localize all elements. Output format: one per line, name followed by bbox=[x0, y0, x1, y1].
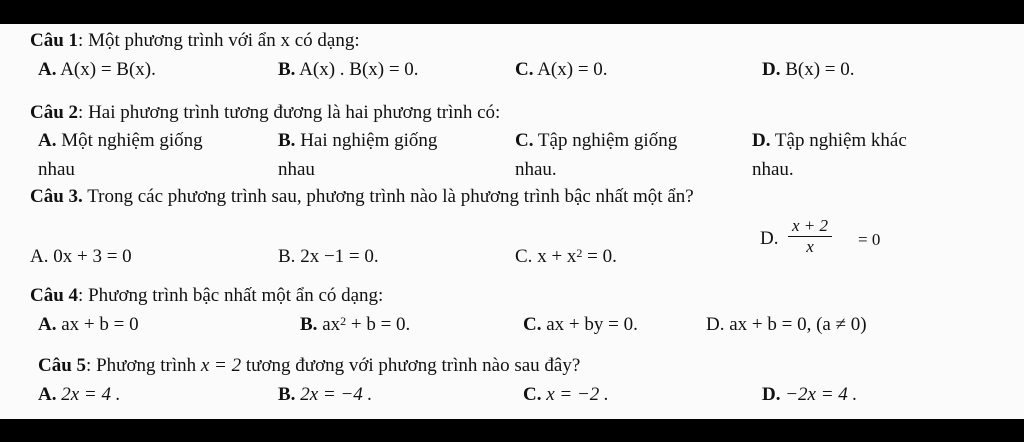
option-text: Hai nghiệm giống bbox=[300, 130, 438, 151]
q3-option-b bbox=[278, 246, 379, 268]
option-text-tail: + b = 0. bbox=[346, 314, 411, 335]
option-text: ax + b = 0, (a ≠ 0) bbox=[729, 314, 867, 335]
question-2-text: : Hai phương trình tương đương là hai phương trình có: bbox=[78, 102, 501, 123]
question-5-text-tail: tương đương với phương trình nào sau đây? bbox=[241, 355, 581, 376]
option-letter: D. bbox=[762, 59, 781, 80]
option-text: Tập nghiệm khác bbox=[774, 130, 907, 151]
question-4 bbox=[30, 285, 383, 307]
question-5-text: : Phương trình bbox=[86, 355, 201, 376]
q2-option-c bbox=[515, 130, 677, 152]
q4-option-a bbox=[38, 314, 139, 336]
question-3 bbox=[30, 186, 694, 208]
q1-option-b bbox=[278, 59, 419, 81]
option-text: ax + by = 0. bbox=[546, 314, 638, 335]
option-letter: A. bbox=[30, 246, 49, 267]
exponent: 2 bbox=[340, 314, 347, 328]
option-letter: B. bbox=[278, 384, 296, 405]
q3-option-c bbox=[515, 246, 617, 268]
question-3-label: Câu 3. bbox=[30, 186, 83, 207]
option-text: −2x = 4 . bbox=[785, 384, 858, 405]
option-letter: C. bbox=[515, 246, 533, 267]
question-3-text: Trong các phương trình sau, phương trình nào là phương trình bậc nhất một ẩn? bbox=[87, 186, 694, 207]
question-5 bbox=[38, 355, 580, 377]
option-letter: B. bbox=[278, 59, 296, 80]
q4-option-b bbox=[300, 314, 410, 336]
option-letter: B. bbox=[278, 130, 296, 151]
q5-option-d bbox=[762, 384, 857, 406]
q2-option-c-cont: nhau. bbox=[515, 159, 557, 180]
q2-option-b-cont: nhau bbox=[278, 159, 315, 180]
option-letter: C. bbox=[523, 384, 542, 405]
question-4-label: Câu 4 bbox=[30, 285, 79, 306]
q1-option-d bbox=[762, 59, 855, 81]
option-letter: B. bbox=[278, 246, 296, 267]
question-2-label: Câu 2 bbox=[30, 102, 79, 123]
option-letter: D. bbox=[762, 384, 781, 405]
option-letter: D. bbox=[752, 130, 771, 151]
option-letter: C. bbox=[515, 130, 534, 151]
q2-option-d-cont: nhau. bbox=[752, 159, 794, 180]
q4-option-d bbox=[706, 314, 867, 336]
option-text: x = −2 . bbox=[546, 384, 609, 405]
q2-option-b bbox=[278, 130, 437, 152]
option-text: A(x) = B(x). bbox=[60, 59, 156, 80]
option-text: Một nghiệm giống bbox=[61, 130, 203, 151]
option-letter: C. bbox=[523, 314, 542, 335]
question-5-label: Câu 5 bbox=[38, 355, 87, 376]
q1-option-a bbox=[38, 59, 156, 81]
q3-option-d-rhs: = 0 bbox=[858, 230, 881, 249]
option-letter: A. bbox=[38, 59, 57, 80]
option-letter: C. bbox=[515, 59, 534, 80]
q5-option-a bbox=[38, 384, 121, 406]
option-text: A(x) = 0. bbox=[537, 59, 608, 80]
q3-option-d-fraction bbox=[788, 216, 832, 257]
option-text: 0x + 3 = 0 bbox=[53, 246, 132, 267]
option-text: B(x) = 0. bbox=[785, 59, 855, 80]
exponent: 2 bbox=[576, 246, 583, 260]
option-text: 2x = 4 . bbox=[61, 384, 121, 405]
q1-option-c bbox=[515, 59, 608, 81]
question-1-text: : Một phương trình với ẩn x có dạng: bbox=[78, 30, 360, 51]
option-letter: D. bbox=[706, 314, 725, 335]
option-text-tail: = 0. bbox=[582, 246, 617, 267]
option-text: 2x −1 = 0. bbox=[300, 246, 379, 267]
q2-option-a-cont: nhau bbox=[38, 159, 75, 180]
option-text: A(x) . B(x) = 0. bbox=[299, 59, 419, 80]
option-letter: A. bbox=[38, 384, 57, 405]
question-2 bbox=[30, 102, 500, 124]
option-text: ax bbox=[322, 314, 341, 335]
q2-option-a bbox=[38, 130, 203, 152]
question-1-label: Câu 1 bbox=[30, 30, 79, 51]
option-text: 2x = −4 . bbox=[300, 384, 373, 405]
fraction-denominator: x bbox=[806, 237, 814, 256]
option-text: x + x bbox=[537, 246, 577, 267]
q3-option-d-letter: D. bbox=[760, 228, 779, 249]
option-text: Tập nghiệm giống bbox=[537, 130, 678, 151]
option-letter: A. bbox=[38, 130, 57, 151]
question-1 bbox=[30, 30, 360, 52]
q3-option-a bbox=[30, 246, 132, 268]
fraction-numerator: x + 2 bbox=[788, 216, 832, 237]
question-4-text: : Phương trình bậc nhất một ẩn có dạng: bbox=[78, 285, 384, 306]
question-5-expression: x = 2 bbox=[200, 355, 242, 376]
option-text: ax + b = 0 bbox=[61, 314, 139, 335]
worksheet bbox=[0, 24, 1024, 419]
q5-option-c bbox=[523, 384, 609, 406]
q4-option-c bbox=[523, 314, 638, 336]
option-letter: B. bbox=[300, 314, 318, 335]
q5-option-b bbox=[278, 384, 372, 406]
option-letter: A. bbox=[38, 314, 57, 335]
q2-option-d bbox=[752, 130, 907, 152]
